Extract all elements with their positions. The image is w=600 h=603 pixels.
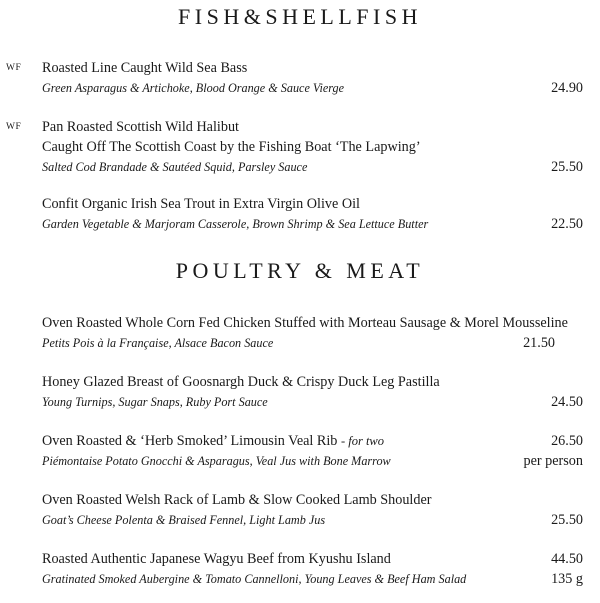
dish-name: Oven Roasted Whole Corn Fed Chicken Stuffed with Morteau Sausage & Morel Mousseline: [42, 315, 568, 331]
wheat-free-marker: WF: [6, 122, 22, 132]
menu-item-veal: [0, 431, 600, 471]
dish-name: Roasted Line Caught Wild Sea Bass: [42, 60, 248, 76]
dish-price: 44.50: [551, 551, 583, 567]
dish-serving-note: - for two: [340, 434, 385, 448]
dish-name: Roasted Authentic Japanese Wagyu Beef from Kyushu Island: [42, 551, 391, 567]
menu-item-wagyu: [0, 549, 600, 589]
dish-description: Young Turnips, Sugar Snaps, Ruby Port Sauce: [42, 395, 268, 409]
dish-price: 21.50: [523, 335, 555, 351]
menu-item-sea-trout: [0, 194, 600, 234]
dish-price-unit: per person: [523, 453, 583, 469]
dish-description: Salted Cod Brandade & Sautéed Squid, Parsley Sauce: [42, 160, 308, 174]
dish-description: Petits Pois à la Française, Alsace Bacon Sauce: [42, 336, 274, 350]
menu-item-halibut: [0, 117, 600, 177]
dish-name-subline: Caught Off The Scottish Coast by the Fishing Boat ‘The Lapwing’: [42, 139, 421, 155]
dish-name: Confit Organic Irish Sea Trout in Extra Virgin Olive Oil: [42, 196, 360, 212]
dish-name-text: Oven Roasted & ‘Herb Smoked’ Limousin Veal Rib: [42, 433, 338, 449]
dish-price-unit: 135 g: [551, 571, 583, 587]
menu-item-lamb: [0, 490, 600, 530]
dish-description: Garden Vegetable & Marjoram Casserole, Brown Shrimp & Sea Lettuce Butter: [42, 217, 429, 231]
dish-description: Gratinated Smoked Aubergine & Tomato Cannelloni, Young Leaves & Beef Ham Salad: [42, 572, 467, 586]
dish-name: Pan Roasted Scottish Wild Halibut: [42, 119, 239, 135]
dish-name: Oven Roasted Welsh Rack of Lamb & Slow Cooked Lamb Shoulder: [42, 492, 432, 508]
menu-item-duck: [0, 372, 600, 412]
dish-price: 25.50: [551, 159, 583, 175]
dish-price: 24.50: [551, 394, 583, 410]
dish-description: Piémontaise Potato Gnocchi & Asparagus, Veal Jus with Bone Marrow: [42, 454, 391, 468]
dish-price: 24.90: [551, 80, 583, 96]
dish-description: Green Asparagus & Artichoke, Blood Orange & Sauce Vierge: [42, 81, 345, 95]
menu-item-sea-bass: [0, 58, 600, 98]
dish-description: Goat’s Cheese Polenta & Braised Fennel, Light Lamb Jus: [42, 513, 326, 527]
dish-price: 25.50: [551, 512, 583, 528]
dish-price: 22.50: [551, 216, 583, 232]
section-heading-fish: FISH&SHELLFISH: [178, 4, 422, 29]
dish-name: Honey Glazed Breast of Goosnargh Duck & Crispy Duck Leg Pastilla: [42, 374, 440, 390]
dish-price: 26.50: [551, 433, 583, 449]
section-heading-meat: POULTRY & MEAT: [175, 258, 425, 283]
menu-item-chicken: [0, 313, 600, 353]
dish-name: [42, 431, 384, 451]
wheat-free-marker: WF: [6, 63, 22, 73]
